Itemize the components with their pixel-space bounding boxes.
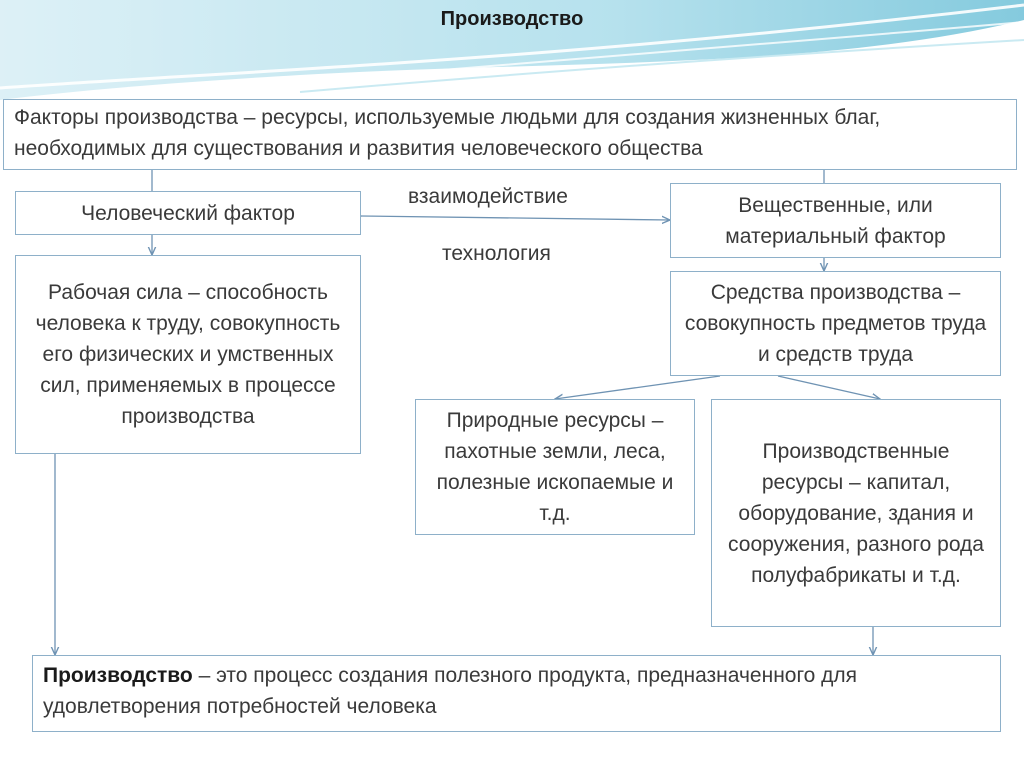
natural-resources-box bbox=[415, 399, 695, 535]
means-of-production-box bbox=[670, 271, 1001, 376]
production-term: Производство bbox=[43, 664, 193, 687]
material-factor-text: Вещественные, или материальный фактор bbox=[725, 193, 946, 248]
technology-label: технология bbox=[442, 242, 551, 265]
material-factor-box bbox=[670, 183, 1001, 258]
labor-force-box bbox=[15, 255, 361, 454]
human-factor-box bbox=[15, 191, 361, 235]
production-definition-box bbox=[32, 655, 1001, 732]
page-title: Производство bbox=[440, 8, 584, 30]
definition-text: Факторы производства – ресурсы, используемые людьми для создания жизненных благ, необходимых для существования и развития человеческого общества bbox=[14, 106, 881, 160]
production-resources-box bbox=[711, 399, 1001, 627]
natural-resources-text: Природные ресурсы – пахотные земли, леса, полезные ископаемые и т.д. bbox=[436, 409, 674, 525]
production-definition-text: – это процесс создания полезного продукта, предназначенного для удовлетворения потребностей человека bbox=[43, 664, 858, 718]
interaction-label: взаимодействие bbox=[408, 185, 568, 208]
production-resources-text: Производственные ресурсы – капитал, оборудование, здания и сооружения, разного рода полуфабрикаты и т.д. bbox=[728, 439, 984, 587]
definition-box bbox=[3, 99, 1017, 170]
means-of-production-text: Средства производства – совокупность предметов труда и средств труда bbox=[684, 281, 987, 366]
human-factor-text: Человеческий фактор bbox=[81, 201, 295, 225]
labor-force-text: Рабочая сила – способность человека к труду, совокупность его физических и умственных сил, применяемых в процессе производства bbox=[35, 281, 341, 428]
